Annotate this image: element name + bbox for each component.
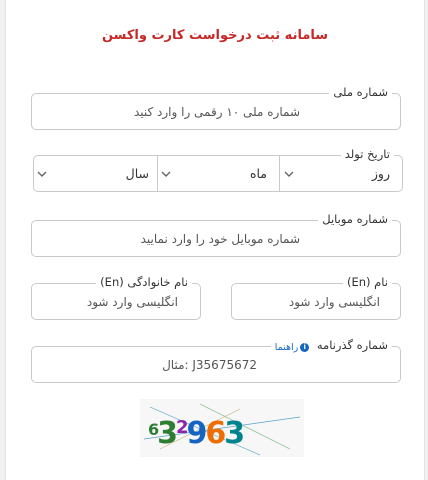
first-name-label: نام (En) — [343, 274, 392, 290]
passport-field[interactable] — [31, 338, 401, 383]
year-select[interactable] — [34, 156, 159, 191]
passport-help-text: راهنما — [274, 341, 299, 353]
month-select[interactable] — [158, 156, 279, 191]
first-name-placeholder: انگلیسی وارد شود — [288, 294, 380, 309]
chevron-down-icon — [37, 169, 47, 179]
select-divider — [279, 156, 280, 191]
captcha-image — [140, 399, 304, 457]
last-name-label: نام خانوادگی (En) — [96, 274, 192, 290]
info-icon: i — [300, 343, 309, 352]
last-name-field[interactable] — [31, 275, 201, 320]
national-id-field[interactable] — [31, 85, 401, 130]
mobile-placeholder: شماره موبایل خود را وارد نمایید — [140, 231, 300, 246]
last-name-placeholder: انگلیسی وارد شود — [86, 294, 178, 309]
chevron-down-icon — [161, 169, 171, 179]
passport-label-row — [271, 337, 392, 356]
day-select[interactable] — [280, 156, 402, 191]
mobile-field[interactable] — [31, 212, 401, 257]
passport-label: شماره گذرنامه — [316, 338, 388, 352]
mobile-label: شماره موبایل — [318, 211, 392, 227]
page-title: سامانه ثبت درخواست کارت واکسن — [101, 28, 329, 43]
first-name-field[interactable] — [231, 275, 401, 320]
passport-placeholder: مثال: J35675672 — [162, 357, 257, 372]
birth-date-group — [33, 147, 403, 192]
captcha-graphic — [140, 399, 304, 457]
chevron-down-icon — [284, 169, 294, 179]
day-select-value: روز — [371, 166, 390, 181]
birth-date-label: تاریخ تولد — [341, 146, 394, 162]
form-card — [5, 0, 425, 480]
national-id-placeholder: شماره ملی ۱۰ رقمی را وارد کنید — [133, 104, 300, 119]
national-id-label: شماره ملی — [329, 84, 392, 100]
year-select-value: سال — [125, 166, 149, 181]
passport-help-link[interactable] — [275, 340, 310, 356]
month-select-value: ماه — [249, 166, 267, 181]
captcha-text: $^63^2963$ — [148, 416, 244, 451]
